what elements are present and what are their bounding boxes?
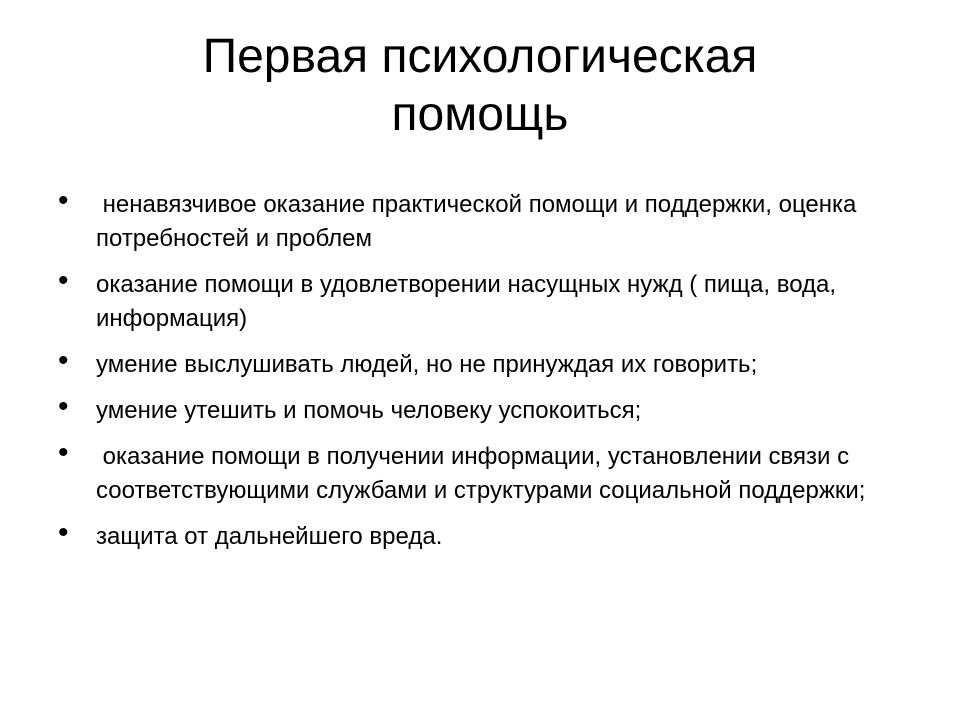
- bullet-dot-icon: •: [58, 264, 69, 297]
- bullet-text: ненавязчивое оказание практической помощи и поддержки, оценка потребностей и проблем: [96, 191, 864, 252]
- bullet-item: [58, 436, 918, 508]
- bullet-list: [58, 184, 918, 566]
- bullet-text: умение выслушивать людей, но не принуждая их говорить;: [96, 351, 758, 378]
- bullet-dot-icon: •: [58, 344, 69, 377]
- bullet-item: [58, 390, 918, 428]
- bullet-item: [58, 264, 918, 336]
- bullet-dot-icon: •: [58, 516, 69, 549]
- bullet-item: [58, 184, 918, 256]
- slide-title: [80, 28, 880, 144]
- slide-title-line-2: помощь: [391, 88, 569, 141]
- bullet-text: оказание помощи в удовлетворении насущных нужд ( пища, вода, информация): [96, 271, 837, 332]
- bullet-text: умение утешить и помочь человеку успокоиться;: [96, 397, 642, 424]
- bullet-text: защита от дальнейшего вреда.: [96, 523, 443, 550]
- bullet-dot-icon: •: [58, 390, 69, 423]
- slide-title-line-1: Первая психологическая: [202, 30, 758, 83]
- bullet-item: [58, 344, 918, 382]
- bullet-item: [58, 516, 918, 554]
- bullet-text: оказание помощи в получении информации, установлении связи с соответствующими службами и структурами социальной поддержки;: [96, 443, 866, 504]
- bullet-dot-icon: •: [58, 436, 69, 469]
- bullet-dot-icon: •: [58, 184, 69, 217]
